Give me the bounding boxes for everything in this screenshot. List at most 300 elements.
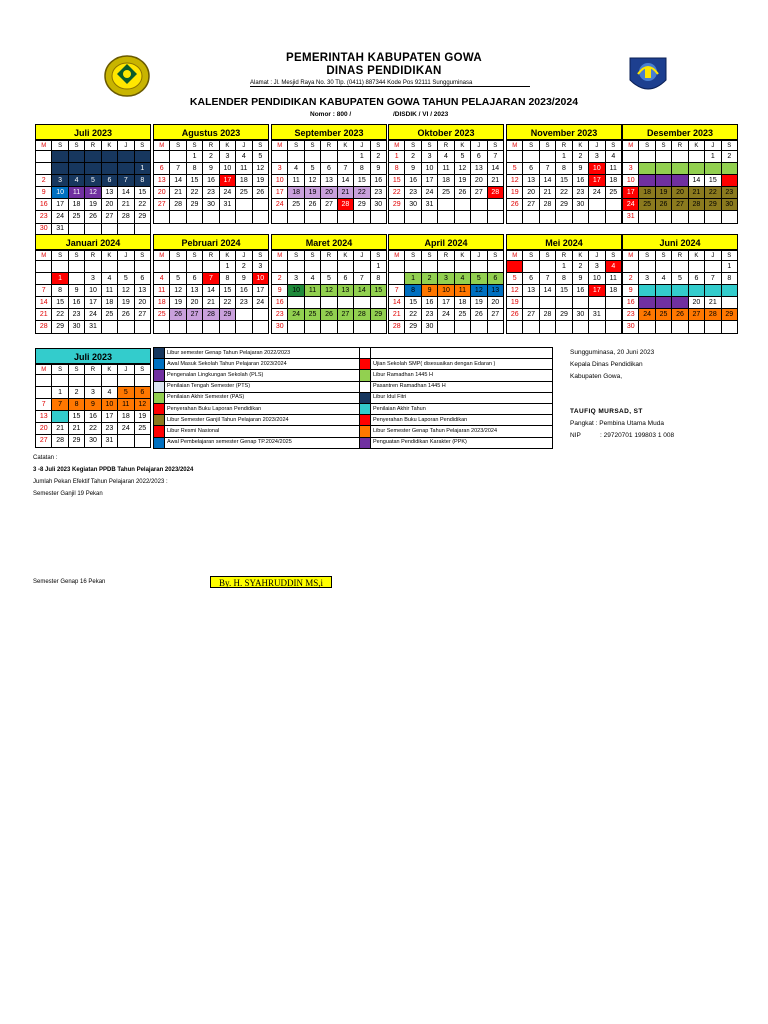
day-cell: 3 bbox=[589, 261, 605, 273]
day-cell bbox=[36, 273, 52, 285]
month-1 bbox=[153, 124, 269, 224]
day-cell bbox=[354, 211, 370, 223]
day-cell bbox=[405, 261, 421, 273]
sign-name: TAUFIQ MURSAD, ST bbox=[570, 408, 643, 415]
day-cell bbox=[556, 321, 572, 333]
day-name: J bbox=[705, 251, 721, 261]
month-6 bbox=[35, 234, 151, 334]
day-cell: 1 bbox=[370, 261, 386, 273]
day-cell: 23 bbox=[101, 423, 117, 435]
day-cell: 12 bbox=[454, 163, 470, 175]
day-name: M bbox=[389, 141, 405, 151]
day-name: K bbox=[219, 141, 235, 151]
day-cell bbox=[68, 163, 84, 175]
day-cell: 22 bbox=[354, 187, 370, 199]
letter-number bbox=[310, 111, 488, 118]
day-cell: 4 bbox=[655, 273, 671, 285]
sign-nip-value: : 29720701 199803 1 008 bbox=[600, 432, 675, 439]
day-cell: 24 bbox=[219, 187, 235, 199]
day-cell bbox=[639, 321, 655, 333]
day-name: J bbox=[705, 141, 721, 151]
day-cell: 28 bbox=[118, 211, 134, 223]
day-cell: 26 bbox=[304, 199, 320, 211]
day-cell: 7 bbox=[36, 285, 52, 297]
day-cell bbox=[288, 261, 304, 273]
day-cell bbox=[471, 211, 487, 223]
day-cell: 15 bbox=[68, 411, 84, 423]
day-cell bbox=[252, 211, 268, 223]
day-cell: 13 bbox=[134, 285, 150, 297]
day-cell: 31 bbox=[589, 309, 605, 321]
day-cell bbox=[572, 297, 588, 309]
day-cell: 21 bbox=[539, 187, 555, 199]
day-cell: 30 bbox=[85, 435, 101, 447]
day-cell: 6 bbox=[487, 273, 503, 285]
day-cell: 19 bbox=[170, 297, 186, 309]
day-cell: 18 bbox=[438, 175, 454, 187]
day-cell: 14 bbox=[118, 187, 134, 199]
day-cell: 3 bbox=[219, 151, 235, 163]
day-cell: 7 bbox=[203, 273, 219, 285]
day-cell: 23 bbox=[272, 309, 288, 321]
day-cell: 29 bbox=[370, 309, 386, 321]
day-cell: 8 bbox=[556, 163, 572, 175]
day-cell bbox=[507, 321, 523, 333]
day-cell: 8 bbox=[354, 163, 370, 175]
day-cell: 10 bbox=[219, 163, 235, 175]
day-cell: 10 bbox=[438, 285, 454, 297]
month-title: Juli 2023 bbox=[35, 124, 151, 140]
day-cell: 27 bbox=[523, 309, 539, 321]
day-cell: 24 bbox=[589, 187, 605, 199]
day-cell: 11 bbox=[236, 163, 252, 175]
day-cell: 28 bbox=[705, 309, 721, 321]
day-cell: 13 bbox=[487, 285, 503, 297]
day-cell: 17 bbox=[623, 187, 639, 199]
day-cell: 14 bbox=[389, 297, 405, 309]
day-cell bbox=[572, 321, 588, 333]
day-cell: 15 bbox=[389, 175, 405, 187]
day-cell bbox=[154, 211, 170, 223]
day-cell bbox=[672, 175, 688, 187]
day-cell: 17 bbox=[52, 199, 68, 211]
day-cell: 24 bbox=[639, 309, 655, 321]
day-name: S bbox=[134, 141, 150, 151]
day-cell: 21 bbox=[203, 297, 219, 309]
day-cell bbox=[321, 151, 337, 163]
day-cell bbox=[589, 211, 605, 223]
day-cell: 9 bbox=[203, 163, 219, 175]
day-cell bbox=[389, 273, 405, 285]
day-cell: 29 bbox=[219, 309, 235, 321]
day-cell bbox=[370, 211, 386, 223]
legend-label: Libur Resmi Nasional bbox=[165, 426, 360, 437]
day-cell: 16 bbox=[85, 411, 101, 423]
month-10 bbox=[506, 234, 622, 334]
day-cell bbox=[337, 261, 353, 273]
day-name: R bbox=[556, 141, 572, 151]
day-cell: 1 bbox=[721, 261, 737, 273]
day-cell: 13 bbox=[337, 285, 353, 297]
day-cell bbox=[688, 261, 704, 273]
day-cell: 19 bbox=[454, 175, 470, 187]
day-cell: 17 bbox=[438, 297, 454, 309]
day-cell: 27 bbox=[101, 211, 117, 223]
legend-label: Libur Idul Fitri bbox=[371, 392, 553, 403]
day-cell: 27 bbox=[487, 309, 503, 321]
day-cell: 24 bbox=[623, 199, 639, 211]
day-cell: 5 bbox=[672, 273, 688, 285]
day-cell bbox=[321, 297, 337, 309]
legend-label: Penguatan Pendidikan Karakter (PPK) bbox=[371, 437, 553, 448]
day-cell: 30 bbox=[405, 199, 421, 211]
day-cell bbox=[523, 151, 539, 163]
day-cell bbox=[337, 297, 353, 309]
day-cell: 5 bbox=[170, 273, 186, 285]
day-cell: 10 bbox=[589, 163, 605, 175]
day-name: S bbox=[539, 251, 555, 261]
day-cell bbox=[655, 285, 671, 297]
day-cell bbox=[101, 163, 117, 175]
day-name: S bbox=[186, 251, 202, 261]
day-cell bbox=[118, 261, 134, 273]
day-name: M bbox=[623, 251, 639, 261]
day-cell bbox=[68, 261, 84, 273]
month-title: Januari 2024 bbox=[35, 234, 151, 250]
day-cell: 11 bbox=[605, 273, 621, 285]
day-name: S bbox=[721, 251, 737, 261]
legend-swatch bbox=[360, 403, 371, 414]
day-cell bbox=[272, 211, 288, 223]
day-cell: 14 bbox=[688, 175, 704, 187]
day-name: R bbox=[203, 251, 219, 261]
day-cell: 3 bbox=[272, 163, 288, 175]
day-cell bbox=[589, 199, 605, 211]
day-cell: 22 bbox=[405, 309, 421, 321]
day-cell bbox=[52, 375, 68, 387]
day-cell: 14 bbox=[203, 285, 219, 297]
day-cell: 17 bbox=[219, 175, 235, 187]
day-cell: 25 bbox=[101, 309, 117, 321]
day-cell bbox=[539, 261, 555, 273]
day-name: S bbox=[170, 141, 186, 151]
day-cell: 4 bbox=[438, 151, 454, 163]
day-name: J bbox=[589, 141, 605, 151]
sign-regency: Kabupaten Gowa, bbox=[570, 373, 623, 380]
day-cell bbox=[85, 151, 101, 163]
day-cell bbox=[721, 285, 737, 297]
day-cell: 10 bbox=[421, 163, 437, 175]
day-cell bbox=[438, 211, 454, 223]
day-cell bbox=[623, 261, 639, 273]
day-cell bbox=[389, 211, 405, 223]
day-cell: 19 bbox=[507, 297, 523, 309]
day-cell: 31 bbox=[219, 199, 235, 211]
day-cell: 3 bbox=[623, 163, 639, 175]
day-cell: 8 bbox=[556, 273, 572, 285]
day-cell: 16 bbox=[405, 175, 421, 187]
day-name: R bbox=[672, 141, 688, 151]
day-cell: 6 bbox=[523, 163, 539, 175]
day-name: S bbox=[170, 251, 186, 261]
day-cell bbox=[304, 297, 320, 309]
day-cell: 7 bbox=[389, 285, 405, 297]
day-cell: 18 bbox=[154, 297, 170, 309]
day-cell: 9 bbox=[572, 163, 588, 175]
day-cell: 29 bbox=[721, 309, 737, 321]
day-cell: 28 bbox=[170, 199, 186, 211]
day-cell: 20 bbox=[471, 175, 487, 187]
legend bbox=[153, 347, 553, 449]
month-12 bbox=[35, 348, 151, 448]
legend-swatch bbox=[360, 381, 371, 392]
day-cell: 3 bbox=[252, 261, 268, 273]
day-cell: 3 bbox=[421, 151, 437, 163]
day-cell: 7 bbox=[539, 273, 555, 285]
day-cell bbox=[354, 261, 370, 273]
legend-swatch bbox=[360, 348, 371, 359]
legend-label: Pasantren Ramadhan 1445 H bbox=[371, 381, 553, 392]
day-cell: 28 bbox=[337, 199, 353, 211]
day-cell: 9 bbox=[572, 273, 588, 285]
day-cell bbox=[589, 297, 605, 309]
day-name: K bbox=[219, 251, 235, 261]
day-cell: 9 bbox=[85, 399, 101, 411]
day-cell: 20 bbox=[523, 187, 539, 199]
day-cell: 9 bbox=[68, 285, 84, 297]
day-cell: 3 bbox=[52, 175, 68, 187]
day-name: R bbox=[438, 251, 454, 261]
day-cell bbox=[507, 151, 523, 163]
day-cell bbox=[454, 321, 470, 333]
day-cell: 21 bbox=[705, 297, 721, 309]
day-cell bbox=[36, 261, 52, 273]
day-name: S bbox=[655, 141, 671, 151]
day-name: J bbox=[118, 365, 134, 375]
day-cell: 9 bbox=[36, 187, 52, 199]
day-cell: 18 bbox=[639, 187, 655, 199]
day-cell: 20 bbox=[688, 297, 704, 309]
day-cell: 23 bbox=[623, 309, 639, 321]
day-cell: 8 bbox=[219, 273, 235, 285]
day-name: M bbox=[507, 251, 523, 261]
day-cell: 25 bbox=[639, 199, 655, 211]
day-cell: 18 bbox=[101, 297, 117, 309]
day-cell bbox=[272, 151, 288, 163]
day-cell: 4 bbox=[154, 273, 170, 285]
month-3 bbox=[388, 124, 504, 224]
day-cell bbox=[655, 211, 671, 223]
month-title: September 2023 bbox=[271, 124, 387, 140]
day-cell bbox=[655, 163, 671, 175]
month-2 bbox=[271, 124, 387, 224]
day-cell: 29 bbox=[134, 211, 150, 223]
day-cell: 30 bbox=[272, 321, 288, 333]
day-cell: 21 bbox=[68, 423, 84, 435]
day-cell: 10 bbox=[288, 285, 304, 297]
day-cell: 11 bbox=[154, 285, 170, 297]
day-cell: 19 bbox=[134, 411, 150, 423]
day-name: S bbox=[186, 141, 202, 151]
day-cell bbox=[252, 321, 268, 333]
sign-role: Kepala Dinas Pendidikan bbox=[570, 361, 643, 368]
day-cell: 11 bbox=[605, 163, 621, 175]
day-cell: 24 bbox=[272, 199, 288, 211]
day-cell: 14 bbox=[337, 175, 353, 187]
day-cell: 29 bbox=[186, 199, 202, 211]
day-cell: 15 bbox=[556, 175, 572, 187]
day-cell: 4 bbox=[304, 273, 320, 285]
day-cell: 2 bbox=[68, 387, 84, 399]
legend-swatch bbox=[154, 348, 165, 359]
day-cell bbox=[236, 211, 252, 223]
day-name: S bbox=[68, 251, 84, 261]
month-4 bbox=[506, 124, 622, 224]
day-cell: 21 bbox=[487, 175, 503, 187]
day-cell: 1 bbox=[52, 387, 68, 399]
day-cell: 11 bbox=[68, 187, 84, 199]
day-cell: 28 bbox=[539, 309, 555, 321]
day-name: S bbox=[421, 141, 437, 151]
day-cell: 1 bbox=[389, 151, 405, 163]
day-cell: 12 bbox=[252, 163, 268, 175]
day-cell bbox=[639, 285, 655, 297]
day-cell bbox=[438, 321, 454, 333]
day-cell: 22 bbox=[219, 297, 235, 309]
legend-label: Pengenalan Lingkungan Sekolah (PLS) bbox=[165, 370, 360, 381]
day-cell: 26 bbox=[118, 309, 134, 321]
day-cell: 29 bbox=[389, 199, 405, 211]
day-cell: 21 bbox=[170, 187, 186, 199]
day-cell: 5 bbox=[321, 273, 337, 285]
day-cell bbox=[288, 297, 304, 309]
day-cell: 22 bbox=[52, 309, 68, 321]
day-cell: 15 bbox=[705, 175, 721, 187]
day-cell: 23 bbox=[36, 211, 52, 223]
day-name: S bbox=[523, 251, 539, 261]
day-cell bbox=[203, 321, 219, 333]
day-cell bbox=[170, 211, 186, 223]
day-cell bbox=[454, 261, 470, 273]
day-cell: 25 bbox=[236, 187, 252, 199]
day-name: J bbox=[118, 251, 134, 261]
day-cell bbox=[705, 261, 721, 273]
day-cell bbox=[471, 199, 487, 211]
day-name: M bbox=[154, 141, 170, 151]
legend-swatch bbox=[360, 426, 371, 437]
day-name: S bbox=[134, 251, 150, 261]
day-cell bbox=[672, 211, 688, 223]
day-cell: 8 bbox=[405, 285, 421, 297]
day-name: S bbox=[721, 141, 737, 151]
day-cell: 9 bbox=[370, 163, 386, 175]
day-cell: 22 bbox=[134, 199, 150, 211]
day-cell bbox=[85, 375, 101, 387]
day-cell bbox=[134, 321, 150, 333]
day-cell bbox=[705, 321, 721, 333]
day-cell bbox=[655, 175, 671, 187]
day-cell: 24 bbox=[438, 309, 454, 321]
day-cell: 11 bbox=[118, 399, 134, 411]
day-cell: 30 bbox=[623, 321, 639, 333]
day-cell: 24 bbox=[421, 187, 437, 199]
day-cell: 15 bbox=[370, 285, 386, 297]
day-cell: 17 bbox=[272, 187, 288, 199]
legend-label: Penilaian Akhir Tahun bbox=[371, 403, 553, 414]
day-cell: 16 bbox=[203, 175, 219, 187]
day-cell bbox=[321, 211, 337, 223]
nomor-a: Nomor : 800 / bbox=[310, 111, 352, 118]
day-cell: 29 bbox=[68, 435, 84, 447]
day-cell: 25 bbox=[154, 309, 170, 321]
gov-name: PEMERINTAH KABUPATEN GOWA bbox=[286, 52, 482, 64]
day-cell: 10 bbox=[623, 175, 639, 187]
page-title: KALENDER PENDIDIKAN KABUPATEN GOWA TAHUN PELAJARAN 2023/2024 bbox=[189, 96, 579, 108]
day-cell: 13 bbox=[101, 187, 117, 199]
day-cell bbox=[288, 321, 304, 333]
day-cell: 18 bbox=[68, 199, 84, 211]
day-cell bbox=[539, 297, 555, 309]
day-cell bbox=[605, 321, 621, 333]
day-cell: 25 bbox=[454, 309, 470, 321]
day-cell: 30 bbox=[572, 309, 588, 321]
day-name: S bbox=[405, 251, 421, 261]
legend-swatch bbox=[154, 381, 165, 392]
legend-label: Penyerahan Buku Laporan Pendidikan bbox=[371, 415, 553, 426]
day-name: S bbox=[639, 141, 655, 151]
day-cell: 31 bbox=[101, 435, 117, 447]
day-cell: 19 bbox=[252, 175, 268, 187]
day-cell bbox=[154, 151, 170, 163]
day-cell: 1 bbox=[705, 151, 721, 163]
month-0 bbox=[35, 124, 151, 236]
day-name: M bbox=[154, 251, 170, 261]
day-cell: 25 bbox=[655, 309, 671, 321]
day-cell bbox=[705, 163, 721, 175]
notes-jumlah: Jumlah Pekan Efektif Tahun Pelajaran 2022/2023 : bbox=[33, 479, 168, 485]
day-cell bbox=[288, 211, 304, 223]
day-cell: 3 bbox=[639, 273, 655, 285]
day-cell: 26 bbox=[454, 187, 470, 199]
day-cell bbox=[170, 321, 186, 333]
day-cell bbox=[721, 211, 737, 223]
day-cell bbox=[672, 321, 688, 333]
day-cell: 14 bbox=[487, 163, 503, 175]
day-cell: 26 bbox=[672, 309, 688, 321]
day-cell: 16 bbox=[36, 199, 52, 211]
legend-swatch bbox=[360, 359, 371, 370]
day-cell: 7 bbox=[36, 399, 52, 411]
day-cell bbox=[101, 151, 117, 163]
day-name: M bbox=[389, 251, 405, 261]
day-cell: 28 bbox=[354, 309, 370, 321]
sign-nip-label: NIP bbox=[570, 432, 581, 439]
legend-label: Awal Masuk Sekolah Tahun Pelajaran 2023/2024 bbox=[165, 359, 360, 370]
month-title: Mei 2024 bbox=[506, 234, 622, 250]
day-cell bbox=[118, 163, 134, 175]
day-cell bbox=[85, 163, 101, 175]
day-cell: 20 bbox=[487, 297, 503, 309]
day-cell: 13 bbox=[154, 175, 170, 187]
day-cell bbox=[101, 321, 117, 333]
day-cell: 29 bbox=[405, 321, 421, 333]
day-cell: 4 bbox=[288, 163, 304, 175]
day-cell: 21 bbox=[52, 423, 68, 435]
day-cell: 6 bbox=[471, 151, 487, 163]
day-cell: 27 bbox=[321, 199, 337, 211]
day-cell bbox=[203, 261, 219, 273]
day-cell: 6 bbox=[186, 273, 202, 285]
